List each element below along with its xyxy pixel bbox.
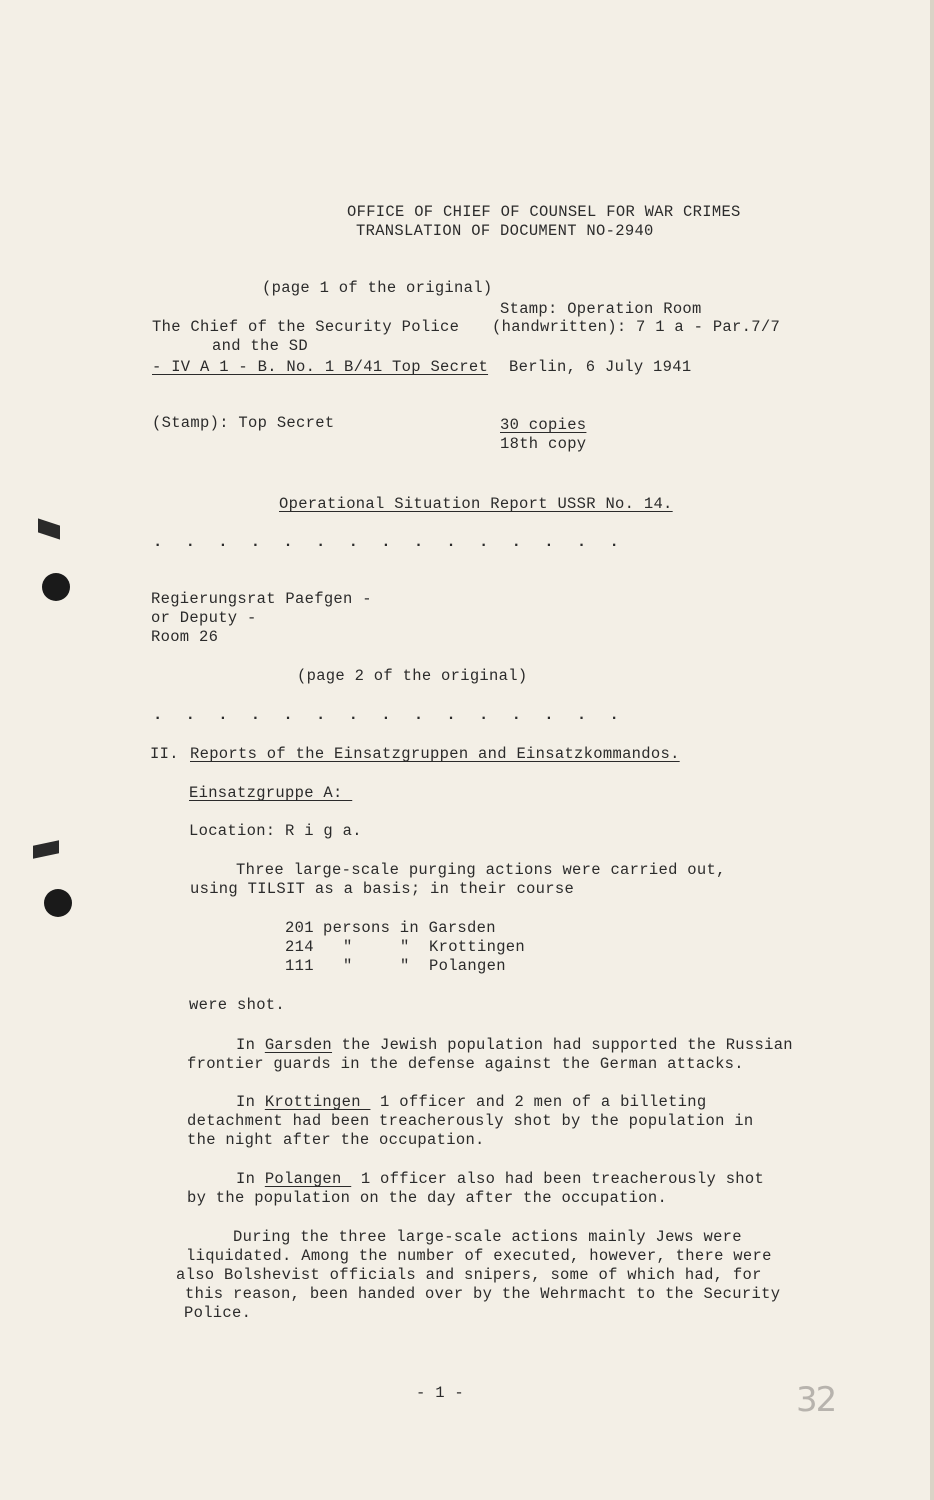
para-4-line-2: by the population on the day after the occupation. — [187, 1189, 668, 1207]
handwritten-note: (handwritten): 7 1 a - Par.7/7 — [492, 318, 781, 336]
page-edge — [930, 0, 934, 1500]
copies-count: 30 copies — [500, 416, 587, 434]
para-1-line-2: using TILSIT as a basis; in their course — [190, 880, 575, 898]
ditto-mark: " — [343, 957, 353, 975]
list-item-count: 214 — [285, 938, 314, 956]
staple-mark-top — [38, 518, 60, 539]
place-garsden: Garsden — [264, 1036, 333, 1054]
page-2-marker: (page 2 of the original) — [297, 667, 528, 685]
para-1-line-1: Three large-scale purging actions were carried out, — [236, 861, 726, 879]
were-shot-line: were shot. — [189, 996, 286, 1014]
sender-line-2: and the SD — [212, 337, 309, 355]
recipient-line-2: or Deputy - — [151, 609, 257, 627]
list-item-count: 201 — [285, 919, 314, 937]
header-line-2: TRANSLATION OF DOCUMENT NO-2940 — [356, 222, 654, 240]
stamp-operation-room: Stamp: Operation Room — [500, 300, 702, 318]
para-3-line-1: In Krottingen 1 officer and 2 men of a billeting — [236, 1093, 707, 1111]
ditto-mark: " — [343, 938, 353, 956]
para-2-line-1: In Garsden the Jewish population had supported the Russian — [236, 1036, 793, 1054]
list-item-count: 111 — [285, 957, 314, 975]
para-3-line-3: the night after the occupation. — [187, 1131, 485, 1149]
report-title: Operational Situation Report USSR No. 14. — [279, 495, 673, 513]
list-item-text: Krottingen — [429, 938, 526, 956]
para-3-line-2: detachment had been treacherously shot by the population in — [187, 1112, 754, 1130]
punch-hole-top — [42, 573, 70, 601]
ditto-mark: " — [400, 957, 410, 975]
staple-mark-bottom — [33, 840, 59, 859]
reference-number: - IV A 1 - B. No. 1 B/41 Top Secret — [152, 358, 489, 376]
para-2-line-2: frontier guards in the defense against the German attacks. — [187, 1055, 744, 1073]
section-number: II. — [150, 745, 179, 763]
location-line: Location: R i g a. — [189, 822, 362, 840]
para-5-line-4: this reason, been handed over by the Wehrmacht to the Security — [185, 1285, 781, 1303]
ditto-mark: " — [400, 938, 410, 956]
place-date: Berlin, 6 July 1941 — [509, 358, 692, 376]
para-5-line-2: liquidated. Among the number of executed, however, there were — [186, 1247, 772, 1265]
section-title: Reports of the Einsatzgruppen and Einsatzkommandos. — [190, 745, 680, 763]
para-5-line-1: During the three large-scale actions mainly Jews were — [233, 1228, 742, 1246]
stamp-top-secret: (Stamp): Top Secret — [152, 414, 335, 432]
sender-line-1: The Chief of the Security Police — [152, 318, 460, 336]
place-polangen: Polangen — [264, 1170, 352, 1188]
ellipsis-divider-1: . . . . . . . . . . . . . . . — [153, 533, 626, 551]
place-krottingen: Krottingen — [264, 1093, 371, 1111]
einsatzgruppe-heading: Einsatzgruppe A: — [189, 784, 353, 802]
para-5-line-3: also Bolshevist officials and snipers, some of which had, for — [176, 1266, 762, 1284]
recipient-line-1: Regierungsrat Paefgen - — [151, 590, 372, 608]
header-line-1: OFFICE OF CHIEF OF COUNSEL FOR WAR CRIMES — [347, 203, 741, 221]
recipient-line-3: Room 26 — [151, 628, 219, 646]
list-item-text: Polangen — [429, 957, 506, 975]
copy-number: 18th copy — [500, 435, 587, 453]
para-5-line-5: Police. — [184, 1304, 252, 1322]
pencil-page-number: 32 — [796, 1380, 836, 1420]
list-item-text: persons in Garsden — [323, 919, 496, 937]
page-1-marker: (page 1 of the original) — [262, 279, 493, 297]
punch-hole-bottom — [44, 889, 72, 917]
para-4-line-1: In Polangen 1 officer also had been treacherously shot — [236, 1170, 765, 1188]
ellipsis-divider-2: . . . . . . . . . . . . . . . — [153, 706, 626, 724]
page-number: - 1 - — [416, 1384, 465, 1402]
